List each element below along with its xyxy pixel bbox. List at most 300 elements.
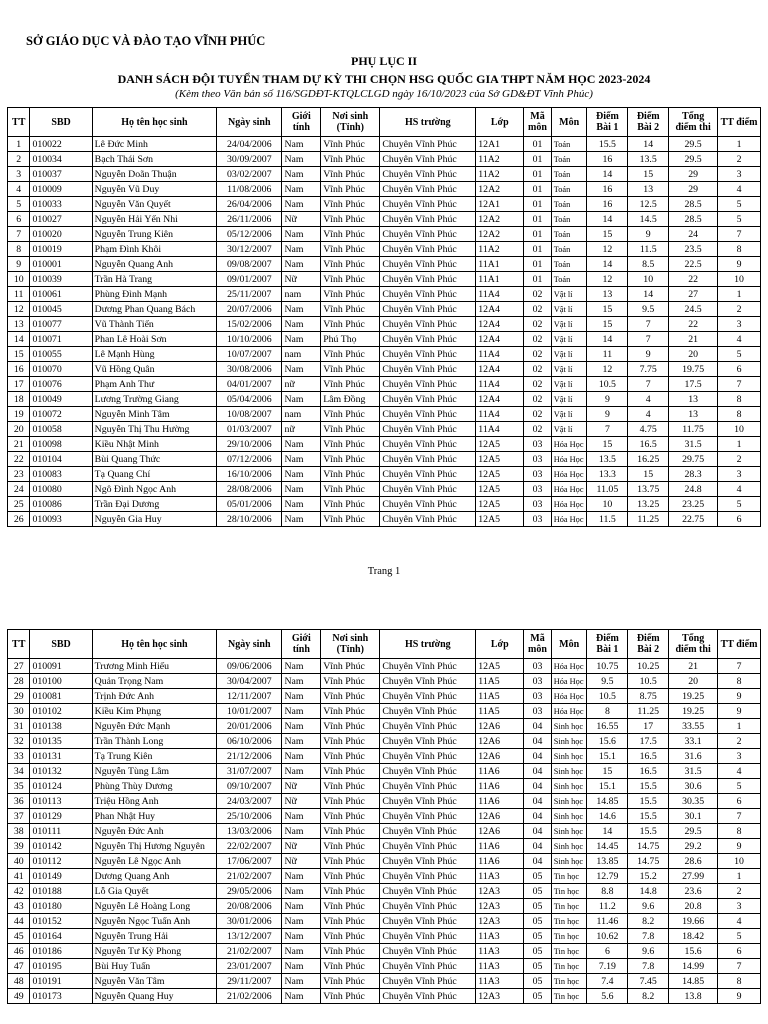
- table-row: [8, 497, 761, 512]
- header-col-class: Lớp: [476, 630, 524, 659]
- cell-total: 22: [669, 317, 718, 332]
- cell-gender: nữ: [282, 422, 321, 437]
- cell-dob: 22/02/2007: [217, 839, 282, 854]
- cell-school: Chuyên Vĩnh Phúc: [380, 779, 476, 794]
- cell-birthplace: Vĩnh Phúc: [321, 689, 380, 704]
- cell-class: 12A6: [476, 719, 524, 734]
- cell-birthplace: Vĩnh Phúc: [321, 302, 380, 317]
- cell-score1: 12: [587, 272, 628, 287]
- cell-dob: 09/10/2007: [217, 779, 282, 794]
- cell-class: 12A3: [476, 899, 524, 914]
- cell-total: 20.8: [669, 899, 718, 914]
- cell-sbd: 010080: [30, 482, 92, 497]
- header-col-tt: TT: [8, 108, 30, 137]
- cell-sbd: 010093: [30, 512, 92, 527]
- cell-total: 29.5: [669, 824, 718, 839]
- cell-sbd: 010104: [30, 452, 92, 467]
- cell-school: Chuyên Vĩnh Phúc: [380, 302, 476, 317]
- cell-birthplace: Vĩnh Phúc: [321, 944, 380, 959]
- table-row: [8, 914, 761, 929]
- cell-dob: 30/01/2006: [217, 914, 282, 929]
- cell-score1: 10.62: [587, 929, 628, 944]
- cell-subject: Vật lí: [551, 287, 587, 302]
- cell-total: 29: [669, 182, 718, 197]
- cell-total: 30.6: [669, 779, 718, 794]
- cell-school: Chuyên Vĩnh Phúc: [380, 839, 476, 854]
- cell-birthplace: Vĩnh Phúc: [321, 167, 380, 182]
- cell-tt: 29: [8, 689, 30, 704]
- table-row: [8, 137, 761, 152]
- cell-gender: Nam: [282, 764, 321, 779]
- table-row: [8, 287, 761, 302]
- cell-tt: 34: [8, 764, 30, 779]
- cell-gender: Nam: [282, 392, 321, 407]
- table-row: [8, 764, 761, 779]
- cell-total: 22.5: [669, 257, 718, 272]
- cell-birthplace: Vĩnh Phúc: [321, 497, 380, 512]
- cell-subject: Tin học: [551, 929, 587, 944]
- cell-gender: Nam: [282, 482, 321, 497]
- cell-dob: 29/11/2007: [217, 974, 282, 989]
- cell-score1: 15: [587, 227, 628, 242]
- cell-score2: 14: [628, 287, 669, 302]
- cell-score2: 10: [628, 272, 669, 287]
- cell-school: Chuyên Vĩnh Phúc: [380, 332, 476, 347]
- cell-birthplace: Vĩnh Phúc: [321, 809, 380, 824]
- cell-name: Dương Quang Anh: [92, 869, 216, 884]
- cell-tt: 4: [8, 182, 30, 197]
- cell-total: 15.6: [669, 944, 718, 959]
- cell-subject: Vật lí: [551, 332, 587, 347]
- cell-school: Chuyên Vĩnh Phúc: [380, 974, 476, 989]
- cell-rank: 4: [718, 332, 761, 347]
- cell-class: 12A4: [476, 332, 524, 347]
- cell-rank: 5: [718, 779, 761, 794]
- cell-sbd: 010039: [30, 272, 92, 287]
- cell-name: Vũ Hồng Quân: [92, 362, 216, 377]
- cell-birthplace: Vĩnh Phúc: [321, 227, 380, 242]
- cell-score2: 14.5: [628, 212, 669, 227]
- cell-sbd: 010027: [30, 212, 92, 227]
- cell-dob: 28/10/2006: [217, 512, 282, 527]
- table-row: [8, 884, 761, 899]
- cell-tt: 12: [8, 302, 30, 317]
- cell-tt: 18: [8, 392, 30, 407]
- cell-name: Tạ Quang Chí: [92, 467, 216, 482]
- cell-score1: 15.6: [587, 734, 628, 749]
- cell-birthplace: Vĩnh Phúc: [321, 779, 380, 794]
- cell-subject-code: 03: [524, 659, 552, 674]
- cell-sbd: 010112: [30, 854, 92, 869]
- cell-rank: 8: [718, 407, 761, 422]
- cell-tt: 28: [8, 674, 30, 689]
- cell-score2: 16.5: [628, 749, 669, 764]
- cell-rank: 6: [718, 794, 761, 809]
- cell-gender: Nam: [282, 197, 321, 212]
- cell-subject: Tin học: [551, 884, 587, 899]
- cell-class: 12A6: [476, 734, 524, 749]
- cell-gender: Nam: [282, 944, 321, 959]
- cell-tt: 24: [8, 482, 30, 497]
- cell-score2: 8.5: [628, 257, 669, 272]
- cell-class: 11A5: [476, 674, 524, 689]
- cell-subject: Vật lí: [551, 377, 587, 392]
- cell-score2: 11.25: [628, 512, 669, 527]
- cell-subject: Tin học: [551, 899, 587, 914]
- cell-birthplace: Vĩnh Phúc: [321, 422, 380, 437]
- cell-score2: 15.5: [628, 779, 669, 794]
- cell-class: 11A4: [476, 287, 524, 302]
- cell-score2: 4.75: [628, 422, 669, 437]
- cell-school: Chuyên Vĩnh Phúc: [380, 392, 476, 407]
- cell-rank: 9: [718, 689, 761, 704]
- cell-tt: 13: [8, 317, 30, 332]
- cell-gender: nữ: [282, 377, 321, 392]
- cell-school: Chuyên Vĩnh Phúc: [380, 497, 476, 512]
- cell-class: 11A4: [476, 347, 524, 362]
- table-row: [8, 302, 761, 317]
- cell-rank: 2: [718, 152, 761, 167]
- cell-gender: Nam: [282, 167, 321, 182]
- page2-table: [7, 629, 761, 1004]
- cell-sbd: 010034: [30, 152, 92, 167]
- cell-class: 11A5: [476, 704, 524, 719]
- cell-score1: 10.75: [587, 659, 628, 674]
- cell-name: Phạm Anh Thư: [92, 377, 216, 392]
- cell-subject: Hóa Học: [551, 482, 587, 497]
- cell-school: Chuyên Vĩnh Phúc: [380, 944, 476, 959]
- cell-gender: Nam: [282, 227, 321, 242]
- cell-class: 11A2: [476, 152, 524, 167]
- cell-subject: Sinh học: [551, 839, 587, 854]
- table-row: [8, 839, 761, 854]
- cell-score1: 11.46: [587, 914, 628, 929]
- cell-subject-code: 05: [524, 884, 552, 899]
- cell-subject: Tin học: [551, 974, 587, 989]
- cell-score2: 7.75: [628, 362, 669, 377]
- cell-rank: 10: [718, 422, 761, 437]
- cell-name: Nguyễn Tư Kỳ Phong: [92, 944, 216, 959]
- cell-sbd: 010091: [30, 659, 92, 674]
- cell-score2: 9.6: [628, 944, 669, 959]
- cell-dob: 07/12/2006: [217, 452, 282, 467]
- cell-school: Chuyên Vĩnh Phúc: [380, 152, 476, 167]
- cell-subject: Vật lí: [551, 347, 587, 362]
- cell-tt: 26: [8, 512, 30, 527]
- cell-name: Nguyễn Đức Anh: [92, 824, 216, 839]
- header-col-school: HS trường: [380, 630, 476, 659]
- cell-score1: 10.5: [587, 689, 628, 704]
- cell-score1: 11.5: [587, 512, 628, 527]
- table-row: [8, 989, 761, 1004]
- cell-score2: 8.2: [628, 989, 669, 1004]
- cell-score2: 15.5: [628, 809, 669, 824]
- cell-rank: 1: [718, 137, 761, 152]
- cell-score2: 10.25: [628, 659, 669, 674]
- cell-school: Chuyên Vĩnh Phúc: [380, 674, 476, 689]
- cell-total: 11.75: [669, 422, 718, 437]
- cell-gender: Nam: [282, 317, 321, 332]
- table-row: [8, 794, 761, 809]
- cell-class: 12A5: [476, 452, 524, 467]
- cell-sbd: 010132: [30, 764, 92, 779]
- cell-school: Chuyên Vĩnh Phúc: [380, 764, 476, 779]
- cell-tt: 10: [8, 272, 30, 287]
- cell-score1: 14: [587, 824, 628, 839]
- cell-class: 11A6: [476, 764, 524, 779]
- cell-dob: 30/12/2007: [217, 242, 282, 257]
- header-col-score2: Điểm Bài 2: [628, 108, 669, 137]
- cell-birthplace: Vĩnh Phúc: [321, 854, 380, 869]
- cell-dob: 21/02/2006: [217, 989, 282, 1004]
- cell-total: 31.5: [669, 437, 718, 452]
- cell-gender: Nam: [282, 257, 321, 272]
- header-col-subject-code: Mã môn: [524, 630, 552, 659]
- cell-total: 31.6: [669, 749, 718, 764]
- cell-dob: 30/08/2006: [217, 362, 282, 377]
- cell-birthplace: Vĩnh Phúc: [321, 377, 380, 392]
- cell-sbd: 010129: [30, 809, 92, 824]
- cell-dob: 28/08/2006: [217, 482, 282, 497]
- cell-tt: 31: [8, 719, 30, 734]
- table-row: [8, 452, 761, 467]
- cell-gender: Nam: [282, 689, 321, 704]
- cell-birthplace: Vĩnh Phúc: [321, 152, 380, 167]
- cell-sbd: 010186: [30, 944, 92, 959]
- cell-total: 19.75: [669, 362, 718, 377]
- cell-subject-code: 01: [524, 137, 552, 152]
- cell-birthplace: Vĩnh Phúc: [321, 899, 380, 914]
- cell-gender: Nam: [282, 452, 321, 467]
- cell-birthplace: Vĩnh Phúc: [321, 959, 380, 974]
- cell-score2: 11.5: [628, 242, 669, 257]
- cell-total: 17.5: [669, 377, 718, 392]
- cell-total: 19.66: [669, 914, 718, 929]
- cell-rank: 5: [718, 929, 761, 944]
- cell-score2: 9.5: [628, 302, 669, 317]
- cell-gender: Nam: [282, 332, 321, 347]
- cell-subject-code: 02: [524, 332, 552, 347]
- cell-subject: Vật lí: [551, 302, 587, 317]
- cell-subject-code: 03: [524, 482, 552, 497]
- cell-sbd: 010076: [30, 377, 92, 392]
- cell-score2: 7.8: [628, 959, 669, 974]
- cell-score2: 16.25: [628, 452, 669, 467]
- table-row: [8, 182, 761, 197]
- cell-score2: 14.75: [628, 839, 669, 854]
- cell-school: Chuyên Vĩnh Phúc: [380, 482, 476, 497]
- cell-total: 14.85: [669, 974, 718, 989]
- table-row: [8, 512, 761, 527]
- table-row: [8, 869, 761, 884]
- cell-score1: 15: [587, 437, 628, 452]
- cell-class: 12A6: [476, 824, 524, 839]
- cell-gender: Nam: [282, 734, 321, 749]
- cell-tt: 44: [8, 914, 30, 929]
- cell-gender: Nam: [282, 437, 321, 452]
- cell-birthplace: Vĩnh Phúc: [321, 257, 380, 272]
- cell-score2: 7: [628, 377, 669, 392]
- cell-score1: 10.5: [587, 377, 628, 392]
- cell-name: Ngô Đình Ngọc Anh: [92, 482, 216, 497]
- cell-subject: Toán: [551, 257, 587, 272]
- cell-score2: 17.5: [628, 734, 669, 749]
- table-row: [8, 197, 761, 212]
- cell-subject-code: 02: [524, 362, 552, 377]
- cell-rank: 4: [718, 182, 761, 197]
- cell-name: Nguyễn Quang Anh: [92, 257, 216, 272]
- cell-rank: 5: [718, 212, 761, 227]
- cell-score2: 8.2: [628, 914, 669, 929]
- cell-score2: 11.25: [628, 704, 669, 719]
- cell-tt: 21: [8, 437, 30, 452]
- cell-rank: 1: [718, 719, 761, 734]
- cell-rank: 9: [718, 704, 761, 719]
- cell-class: 12A5: [476, 659, 524, 674]
- cell-gender: Nam: [282, 674, 321, 689]
- cell-total: 20: [669, 674, 718, 689]
- cell-score1: 7.4: [587, 974, 628, 989]
- cell-subject: Toán: [551, 182, 587, 197]
- cell-total: 18.42: [669, 929, 718, 944]
- table-row: [8, 959, 761, 974]
- cell-class: 12A3: [476, 914, 524, 929]
- cell-tt: 5: [8, 197, 30, 212]
- cell-sbd: 010100: [30, 674, 92, 689]
- cell-rank: 2: [718, 302, 761, 317]
- cell-dob: 25/11/2007: [217, 287, 282, 302]
- cell-class: 11A3: [476, 959, 524, 974]
- cell-score1: 9: [587, 407, 628, 422]
- table-row: [8, 854, 761, 869]
- cell-name: Trần Đại Dương: [92, 497, 216, 512]
- table-row: [8, 749, 761, 764]
- cell-tt: 45: [8, 929, 30, 944]
- cell-birthplace: Vĩnh Phúc: [321, 137, 380, 152]
- cell-sbd: 010049: [30, 392, 92, 407]
- cell-score1: 15: [587, 764, 628, 779]
- cell-rank: 9: [718, 839, 761, 854]
- cell-birthplace: Vĩnh Phúc: [321, 914, 380, 929]
- cell-name: Nguyễn Ngọc Tuấn Anh: [92, 914, 216, 929]
- cell-subject-code: 04: [524, 854, 552, 869]
- cell-total: 20: [669, 347, 718, 362]
- cell-dob: 10/07/2007: [217, 347, 282, 362]
- cell-school: Chuyên Vĩnh Phúc: [380, 242, 476, 257]
- cell-name: Lỗ Gia Quyết: [92, 884, 216, 899]
- cell-subject-code: 03: [524, 704, 552, 719]
- cell-sbd: 010022: [30, 137, 92, 152]
- cell-rank: 3: [718, 467, 761, 482]
- cell-class: 12A5: [476, 437, 524, 452]
- cell-birthplace: Vĩnh Phúc: [321, 929, 380, 944]
- cell-score1: 12.79: [587, 869, 628, 884]
- cell-gender: Nam: [282, 497, 321, 512]
- cell-birthplace: Vĩnh Phúc: [321, 974, 380, 989]
- cell-subject: Hóa Học: [551, 497, 587, 512]
- document-subtitle: (Kèm theo Văn bản số 116/SGDĐT-KTQLCLGD ngày 16/10/2023 của Sở GD&ĐT Vĩnh Phúc): [175, 88, 593, 100]
- cell-tt: 23: [8, 467, 30, 482]
- cell-score1: 8: [587, 704, 628, 719]
- cell-score1: 15.1: [587, 749, 628, 764]
- cell-birthplace: Vĩnh Phúc: [321, 272, 380, 287]
- cell-class: 11A6: [476, 794, 524, 809]
- cell-name: Nguyễn Văn Quyết: [92, 197, 216, 212]
- cell-class: 11A6: [476, 854, 524, 869]
- cell-subject-code: 01: [524, 212, 552, 227]
- cell-gender: Nam: [282, 302, 321, 317]
- cell-score1: 15.1: [587, 779, 628, 794]
- cell-school: Chuyên Vĩnh Phúc: [380, 212, 476, 227]
- cell-sbd: 010083: [30, 467, 92, 482]
- cell-gender: Nam: [282, 704, 321, 719]
- cell-total: 13: [669, 407, 718, 422]
- cell-subject: Tin học: [551, 944, 587, 959]
- cell-score1: 7.19: [587, 959, 628, 974]
- cell-class: 11A2: [476, 167, 524, 182]
- cell-class: 11A4: [476, 422, 524, 437]
- cell-subject: Toán: [551, 137, 587, 152]
- header-col-subject-code: Mã môn: [524, 108, 552, 137]
- cell-school: Chuyên Vĩnh Phúc: [380, 422, 476, 437]
- cell-sbd: 010111: [30, 824, 92, 839]
- cell-score2: 7.8: [628, 929, 669, 944]
- cell-gender: Nam: [282, 899, 321, 914]
- cell-dob: 09/06/2006: [217, 659, 282, 674]
- cell-tt: 3: [8, 167, 30, 182]
- cell-birthplace: Vĩnh Phúc: [321, 467, 380, 482]
- cell-name: Nguyễn Văn Tâm: [92, 974, 216, 989]
- cell-school: Chuyên Vĩnh Phúc: [380, 884, 476, 899]
- table-row: [8, 362, 761, 377]
- cell-subject-code: 04: [524, 749, 552, 764]
- cell-rank: 5: [718, 197, 761, 212]
- cell-sbd: 010124: [30, 779, 92, 794]
- header-col-subject: Môn: [551, 630, 587, 659]
- header-col-sbd: SBD: [30, 630, 92, 659]
- cell-birthplace: Vĩnh Phúc: [321, 362, 380, 377]
- cell-subject: Sinh học: [551, 824, 587, 839]
- cell-rank: 2: [718, 734, 761, 749]
- cell-gender: Nam: [282, 512, 321, 527]
- cell-score2: 14.75: [628, 854, 669, 869]
- cell-dob: 05/12/2006: [217, 227, 282, 242]
- cell-score1: 14.85: [587, 794, 628, 809]
- cell-gender: Nam: [282, 152, 321, 167]
- header-col-sbd: SBD: [30, 108, 92, 137]
- cell-score1: 14: [587, 332, 628, 347]
- cell-total: 23.6: [669, 884, 718, 899]
- cell-sbd: 010149: [30, 869, 92, 884]
- cell-score2: 4: [628, 407, 669, 422]
- header-col-dob: Ngày sinh: [217, 108, 282, 137]
- cell-total: 24.5: [669, 302, 718, 317]
- cell-subject-code: 03: [524, 512, 552, 527]
- cell-school: Chuyên Vĩnh Phúc: [380, 929, 476, 944]
- cell-subject-code: 04: [524, 719, 552, 734]
- cell-score1: 12: [587, 242, 628, 257]
- cell-gender: Nam: [282, 974, 321, 989]
- table-row: [8, 407, 761, 422]
- cell-total: 28.6: [669, 854, 718, 869]
- cell-rank: 7: [718, 659, 761, 674]
- cell-total: 13: [669, 392, 718, 407]
- cell-name: Phan Lê Hoài Sơn: [92, 332, 216, 347]
- cell-subject-code: 03: [524, 497, 552, 512]
- header-col-class: Lớp: [476, 108, 524, 137]
- table-row: [8, 659, 761, 674]
- cell-school: Chuyên Vĩnh Phúc: [380, 182, 476, 197]
